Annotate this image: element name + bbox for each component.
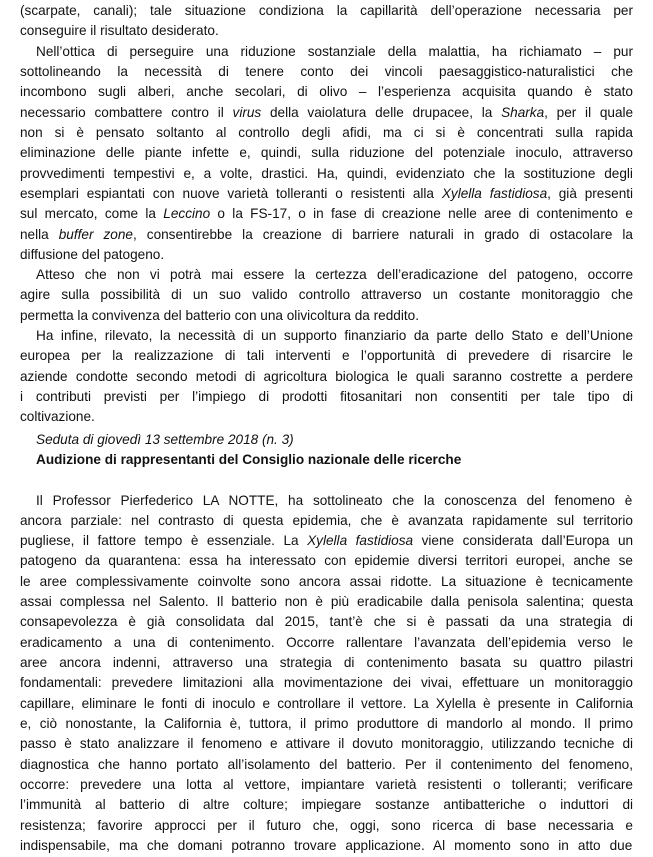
text-line — [20, 611, 653, 633]
text-line — [20, 835, 653, 857]
text-run: incombono sugli alberi, anche secolari, di olivo – l’esperienza acquisita quando è stato — [20, 84, 633, 99]
text-run: viene considerata dall’Europa un — [413, 533, 634, 548]
text-line — [20, 815, 653, 837]
italic-text: Seduta di giovedì 13 settembre 2018 (n. 3) — [36, 432, 294, 447]
italic-text: Xylella fastidiosa — [441, 186, 548, 201]
text-line — [20, 163, 653, 185]
italic-text: buffer zone — [58, 227, 133, 242]
text-run: , per il quale — [544, 105, 634, 120]
text-run: Il Professor Pierfederico LA NOTTE, ha sottolineato che la conoscenza del fenomeno è — [36, 493, 633, 508]
text-run: l’immunità al batterio di altre colture; impiegare sostanze antibatteriche o induttori di — [20, 797, 634, 812]
text-run: sul mercato, come la — [20, 206, 164, 221]
text-line — [36, 41, 653, 63]
text-line — [20, 530, 653, 552]
text-run: Audizione di rappresentanti del Consiglio nazionale delle ricerche — [36, 452, 462, 467]
text-line — [20, 550, 653, 572]
text-line — [20, 366, 653, 388]
italic-text: Sharka — [501, 105, 545, 120]
text-run: pugliese, il fattore tempo è essenziale. La — [20, 533, 308, 548]
text-run: della vaiolatura delle drupacee, la — [261, 105, 502, 120]
text-line — [20, 733, 653, 755]
text-run: o la FS-17, o in fase di creazione nelle aree di contenimento e — [210, 206, 633, 221]
text-line — [20, 794, 653, 816]
text-line — [20, 386, 653, 408]
text-run: resistenza; favorire approcci per il futuro che, oggi, sono ricerca di base necessaria e — [20, 818, 633, 833]
text-line — [20, 20, 653, 42]
text-run: i contributi previsti per l’impiego di prodotti fitosanitari non consentiti per tale tipo di — [20, 389, 634, 404]
text-run: diagnostica che hanno portato all’isolamento del batterio. Per il contenimento del fenomeno, — [20, 757, 634, 772]
text-line — [20, 122, 653, 144]
text-line — [20, 183, 653, 205]
text-line — [20, 406, 653, 428]
text-run: non si è pensato soltanto al controllo degli afidi, ma ci si è concentrati sulla rapida — [20, 125, 633, 140]
text-run: agire sulla possibilità di un suo valido controllo attraverso un costante monitoraggio che — [20, 287, 634, 302]
text-line — [36, 325, 653, 347]
italic-text: Leccino — [163, 206, 211, 221]
text-line — [20, 305, 653, 327]
text-line — [20, 672, 653, 694]
text-run: indispensabile, ma che domani potranno trovare applicazione. Al momento sono in atto due — [20, 838, 633, 853]
text-run: sottolineando la necessità di tenere conto dei vincoli paesaggistico-naturalistici che — [20, 64, 634, 79]
text-run: aziende condotte secondo metodi di agricoltura biologica le quali saranno costrette a perdere — [20, 369, 634, 384]
text-line — [36, 490, 653, 512]
text-line — [20, 81, 653, 103]
text-run: , consentirebbe la creazione di barriere naturali in grado di ostacolare la — [132, 227, 633, 242]
text-line — [20, 142, 653, 164]
text-line — [20, 284, 653, 306]
text-run: eradicamento a una di contenimento. Occorre rallentare l’avanzata dell’epidemia verso le — [20, 635, 634, 650]
text-line — [20, 713, 653, 735]
text-line — [20, 652, 653, 674]
text-run: (scarpate, canali); tale situazione condiziona la capillarità dell’operazione necessaria per — [20, 3, 634, 18]
text-run: nella — [20, 227, 59, 242]
text-line — [20, 510, 653, 532]
text-line — [20, 571, 653, 593]
text-run: Ha infine, rilevato, la necessità di un supporto finanziario da parte dello Stato e dell’Unione — [36, 328, 634, 343]
text-line — [20, 0, 653, 22]
text-line — [20, 591, 653, 613]
text-run: capillare, eliminare le fonti di inoculo e controllare il vettore. La Xylella è presente in California — [20, 696, 634, 711]
text-run: Nell’ottica di perseguire una riduzione sostanziale della malattia, ha richiamato – pur — [36, 44, 634, 59]
text-line — [20, 102, 653, 124]
text-run: occorre: prevedere una lotta al vettore, impiantare varietà resistenti o tolleranti; verificare — [20, 777, 633, 792]
text-run: passo è stato analizzare il fenomeno e attivare il dovuto monitoraggio, utilizzando tecniche di — [20, 736, 634, 751]
text-line — [20, 203, 653, 225]
text-line — [20, 345, 653, 367]
text-run: permetta la convivenza del batterio con una olivicoltura da reddito. — [20, 308, 419, 323]
text-line — [20, 244, 653, 266]
text-line — [20, 61, 653, 83]
text-run: esemplari espiantati con nuove varietà tolleranti o resistenti alla — [20, 186, 442, 201]
text-run: consapevolezza è già consolidata dal 2015, tant’è che si è passati da una strategia di — [20, 614, 633, 629]
text-run: ancora parziale: nel contrasto di questa epidemia, che è avanzata rapidamente sul territorio — [20, 513, 633, 528]
text-line — [36, 264, 653, 286]
text-run: aree ancora indenni, attraverso una strategia di contenimento basata su quattro pilastri — [20, 655, 634, 670]
text-run: conseguire il risultato desiderato. — [20, 23, 219, 38]
text-line — [20, 754, 653, 776]
text-run: provvedimenti tempestivi e, a volte, drastici. Ha, quindi, evidenziato che la sostituzione degli — [20, 166, 633, 181]
text-run: necessario combattere contro il — [20, 105, 233, 120]
text-run: patogeno da quarantena: essa ha interessato con epidemie diversi territori europei, anche se — [20, 553, 633, 568]
italic-text: Xylella fastidiosa — [307, 533, 414, 548]
italic-text: virus — [232, 105, 262, 120]
text-run: fondamentali: prevedere limitazioni alla movimentazione dei vivai, effettuare un monitoraggio — [20, 675, 633, 690]
text-run: , già presenti — [547, 186, 634, 201]
text-run: eliminazione delle piante infette e, quindi, sulla riduzione del potenziale inoculo, attraverso — [20, 145, 633, 160]
text-line — [20, 224, 653, 246]
text-run: diffusione del patogeno. — [20, 247, 165, 262]
text-line — [20, 774, 653, 796]
section-heading — [36, 449, 653, 471]
text-run: le aree complessivamente coinvolte sono ancora assai ridotte. La situazione è tecnicamente — [20, 574, 634, 589]
text-run: assai complessa nel Salento. Il batterio non è più eradicabile dalla penisola salentina; questa — [20, 594, 634, 609]
text-run: e, ciò nonostante, la California è, tuttora, il primo produttore di mandorlo al mondo. Il primo — [20, 716, 634, 731]
text-line — [20, 632, 653, 654]
session-date — [36, 429, 653, 451]
text-run: Atteso che non vi potrà mai essere la certezza dell’eradicazione del patogeno, occorre — [36, 267, 634, 282]
text-run: coltivazione. — [20, 409, 95, 424]
text-line — [20, 693, 653, 715]
text-run: europea per la realizzazione di tali interventi e l’opportunità di prevedere di risarcire le — [20, 348, 633, 363]
